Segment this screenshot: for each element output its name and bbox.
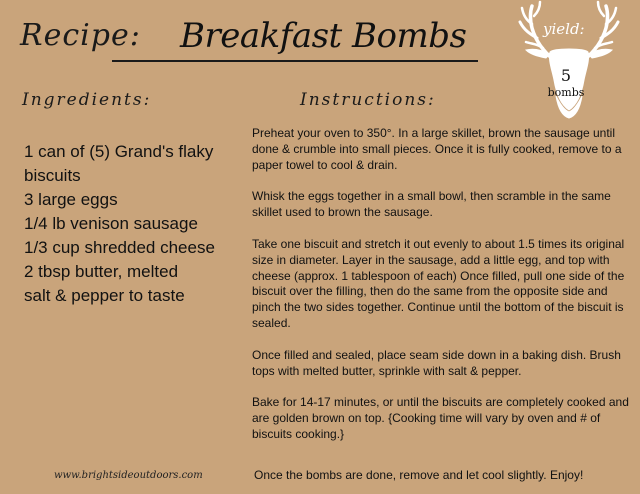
- ingredients-heading: Ingredients:: [22, 90, 152, 110]
- yield-label: yield:: [543, 20, 585, 38]
- ingredient-item: 2 tbsp butter, melted: [24, 262, 179, 281]
- instruction-step: Once filled and sealed, place seam side down in a baking dish. Brush tops with melted butter, sprinkle with salt & pepper.: [252, 347, 621, 378]
- instruction-step-final: Once the bombs are done, remove and let cool slightly. Enjoy!: [254, 468, 584, 482]
- instruction-step: Take one biscuit and stretch it out evenly to about 1.5 times its original size in diameter. Layer in the sausage, add a little egg, and top with cheese (approx. 1 tablespoon of each) Once filled, pull one side of the biscuit over the filling, then do the same from the opposite side and pinch the two sides together. Continue until the bottom of the biscuit is sealed.: [252, 236, 625, 330]
- instruction-step: Preheat your oven to 350°. In a large skillet, brown the sausage until done & crumble into small pieces. Once it is fully cooked, remove to a paper towel to cool & drain.: [252, 126, 622, 172]
- deer-head-icon: [510, 0, 628, 120]
- ingredient-item: 1 can of (5) Grand's flaky biscuits: [24, 142, 214, 185]
- recipe-label: Recipe:: [20, 18, 141, 53]
- yield-unit: bombs: [547, 86, 585, 99]
- website-url: www.brightsideoutdoors.com: [54, 470, 203, 481]
- instruction-step: Whisk the eggs together in a small bowl, then scramble in the same skillet used to brown the sausage.: [252, 189, 611, 220]
- ingredient-item: 1/3 cup shredded cheese: [24, 238, 215, 257]
- title-underline: [112, 60, 478, 62]
- yield-count: 5: [560, 66, 572, 85]
- instructions-heading: Instructions:: [300, 90, 436, 110]
- instructions-list: [252, 126, 630, 459]
- ingredients-list: [24, 140, 244, 308]
- instruction-step: Bake for 14-17 minutes, or until the biscuits are completely cooked and are golden brown on top. {Cooking time will vary by oven and # of biscuits cooking.}: [252, 395, 629, 441]
- ingredient-item: salt & pepper to taste: [24, 286, 185, 305]
- ingredient-item: 1/4 lb venison sausage: [24, 214, 198, 233]
- recipe-title: Breakfast Bombs: [180, 16, 467, 56]
- ingredient-item: 3 large eggs: [24, 190, 118, 209]
